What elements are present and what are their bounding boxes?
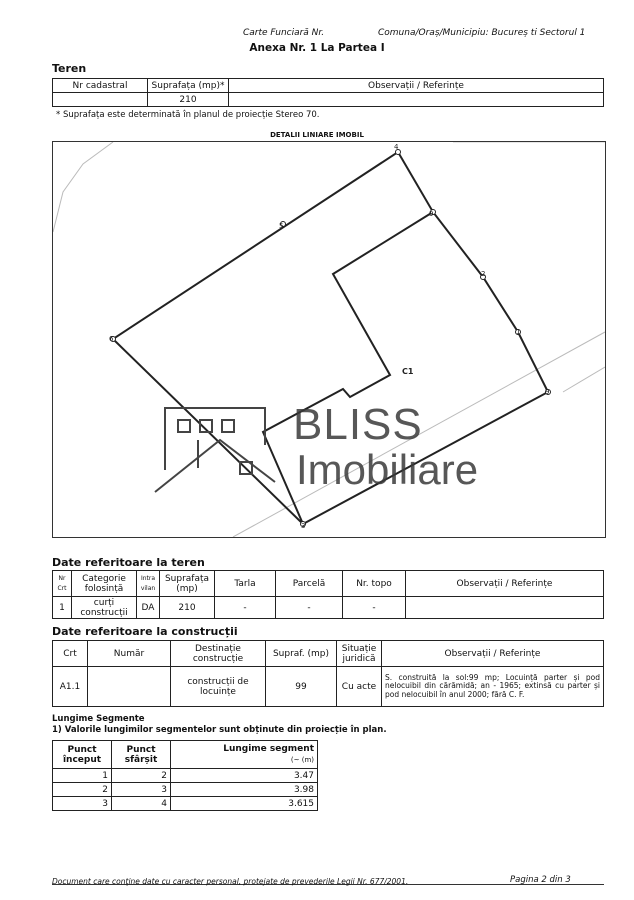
col-numar: Număr [88,641,171,667]
col-tarla: Tarla [215,571,276,597]
footer-left: Document care conține date cu caracter personal, protejate de prevederile Legii Nr. 677/2001. [52,877,409,886]
teren-title: Teren [52,62,87,75]
cell-categorie: curți construcții [72,597,137,619]
col-categorie: Categorie folosință [72,571,137,597]
date-constructii-title: Date referitoare la construcții [52,625,238,638]
cell-end: 3 [112,783,171,797]
cell-crt: A1.1 [53,667,88,707]
cell-start: 1 [53,769,112,783]
cell-observatii [229,93,604,107]
cell-situatie: Cu acte [337,667,382,707]
col-destinatie: Destinație construcție [171,641,266,667]
teren-table [52,78,604,107]
point-label: 3 [301,522,306,530]
col-supraf: Supraf. (mp) [266,641,337,667]
col-observatii: Observații / Referințe [406,571,604,597]
col-punct-sfarsit: Punct sfârșit [112,741,171,769]
lungime-label: Lungime segment [223,743,314,754]
cell-observatii: S. construită la sol:99 mp; Locuință parter și pod nelocuibil din cărămidă; an - 1965; extinsă cu parter și pod nelocuibil în anul 2000; fără C. F. [382,667,604,707]
cell-supraf: 99 [266,667,337,707]
col-nr-crt: Nr Crt [53,571,72,597]
watermark-line2: Imobiliare [296,446,479,493]
col-punct-inceput: Punct început [53,741,112,769]
cell-destinatie: construcții de locuințe [171,667,266,707]
anexa-title: Anexa Nr. 1 La Partea I [249,42,385,54]
lungime-unit: (~ (m) [290,755,314,764]
segmente-title: Lungime Segmente [52,714,145,724]
carte-funciara-label: Carte Funciară Nr. [243,28,325,38]
segmente-table [52,740,318,811]
col-parcela: Parcelă [276,571,343,597]
cell-nr-crt: 1 [53,597,72,619]
plan-title: DETALII LINIARE IMOBIL [270,131,364,139]
col-nr-cadastral: Nr cadastral [53,79,148,93]
point-label: 6 [109,335,114,343]
cell-nr-cadastral [53,93,148,107]
date-teren-title: Date referitoare la teren [52,556,205,569]
col-lungime [171,741,318,769]
col-observatii: Observații / Referințe [382,641,604,667]
cell-observatii [406,597,604,619]
cell-start: 2 [53,783,112,797]
point-label: 9 [545,388,550,396]
cell-intravilan: DA [137,597,160,619]
date-teren-table [52,570,604,619]
cell-length: 3.98 [171,783,318,797]
cell-end: 2 [112,769,171,783]
localitate-label: Comuna/Oraș/Municipiu: Bucureș ti Sectorul 1 [378,28,586,38]
segmente-subtitle: 1) Valorile lungimilor segmentelor sunt obținute din proiecție în plan. [52,725,387,735]
building-label: C1 [402,367,414,376]
point-label: 9 [429,210,434,218]
footer-page: Pagina 2 din 3 [510,875,571,885]
cell-length: 3.615 [171,797,318,811]
col-intravilan: Intra vilan [137,571,160,597]
point-label: 2 [481,270,486,278]
point-label: 5 [279,222,284,230]
col-crt: Crt [53,641,88,667]
cell-suprafata: 210 [148,93,229,107]
cell-start: 3 [53,797,112,811]
house-logo-icon [150,400,280,500]
watermark-line1: BLISS [293,400,423,449]
col-nr-topo: Nr. topo [343,571,406,597]
col-situatie: Situație juridică [337,641,382,667]
cell-end: 4 [112,797,171,811]
point-label: 4 [394,143,399,151]
col-observatii: Observații / Referințe [229,79,604,93]
cell-suprafata: 210 [160,597,215,619]
cell-numar [88,667,171,707]
cell-nr-topo: - [343,597,406,619]
col-suprafata: Suprafața (mp) [160,571,215,597]
teren-note: * Suprafața este determinată în planul de proiecție Stereo 70. [56,110,320,120]
cell-parcela: - [276,597,343,619]
col-suprafata: Suprafața (mp)* [148,79,229,93]
cell-tarla: - [215,597,276,619]
point-label: 1 [516,328,521,336]
cell-length: 3.47 [171,769,318,783]
date-constructii-table [52,640,604,707]
